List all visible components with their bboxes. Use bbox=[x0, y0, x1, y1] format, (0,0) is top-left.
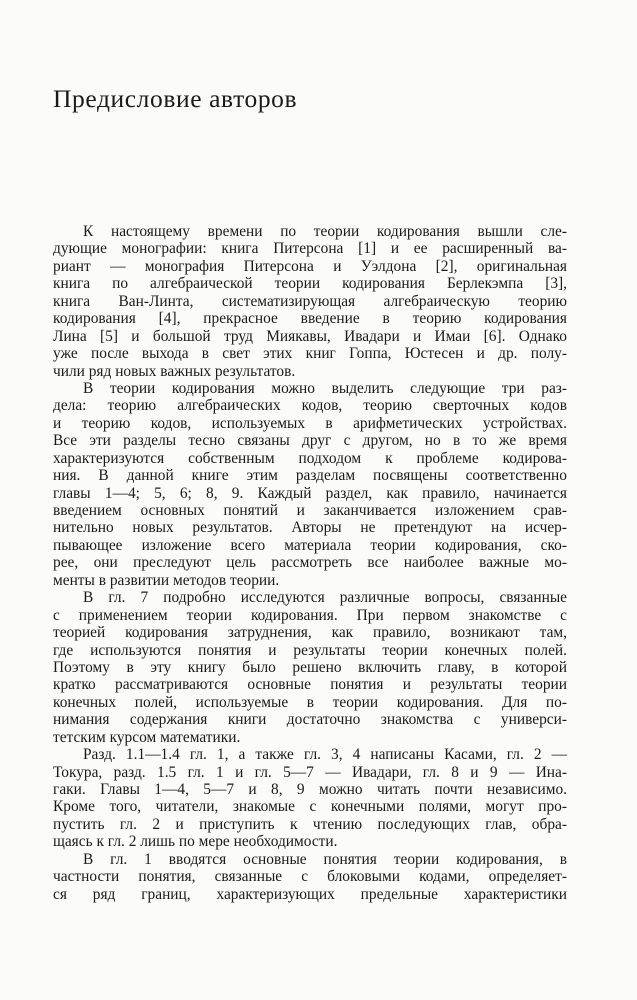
text-line: введением основных понятий и заканчивается изложением срав- bbox=[53, 502, 567, 519]
text-line: В теории кодирования можно выделить следующие три раз- bbox=[83, 379, 567, 397]
text-line: гаки. Главы 1—4, 5—7 и 8, 9 можно читать почти независимо. bbox=[53, 781, 567, 798]
text-line: Поэтому в эту книгу было решено включить главу, в которой bbox=[53, 658, 567, 676]
text-line: кратко рассматриваются основные понятия и результаты теории bbox=[53, 676, 567, 694]
text-line: ся ряд границ, характеризующих предельные характеристики bbox=[53, 885, 567, 903]
paragraph bbox=[53, 746, 567, 851]
text-line: где используются понятия и результаты теории конечных полей. bbox=[53, 641, 567, 659]
text-line: Кроме того, читатели, знакомые с конечными полями, могут про- bbox=[53, 798, 567, 816]
text-line: тетским курсом математики. bbox=[53, 728, 241, 746]
text-line: менты в развитии методов теории. bbox=[53, 571, 280, 589]
text-line: частности понятия, связанные с блоковыми кодами, определяет- bbox=[53, 868, 567, 886]
text-line: В гл. 7 подробно исследуются различные вопросы, связанные bbox=[83, 589, 567, 607]
text-line: пывающее изложение всего материала теории кодирования, ско- bbox=[53, 536, 567, 554]
paragraph bbox=[53, 851, 567, 903]
text-line: конечных полей, используемые в теории кодирования. Для по- bbox=[53, 693, 567, 711]
text-line: Лина [5] и большой труд Миякавы, Ивадари и Имаи [6]. Однако bbox=[53, 327, 567, 345]
text-line: дующие монографии: книга Питерсона [1] и ее расширенный ва- bbox=[53, 240, 567, 258]
text-line: чили ряд новых важных результатов. bbox=[53, 362, 296, 380]
text-line: нимания содержания книги достаточно знакомства с универси- bbox=[53, 711, 567, 729]
text-line: и теорию кодов, используемых в арифметических устройствах. bbox=[53, 414, 567, 432]
text-line: щаясь к гл. 2 лишь по мере необходимости. bbox=[53, 833, 338, 851]
text-line: Разд. 1.1—1.4 гл. 1, а также гл. 3, 4 написаны Касами, гл. 2 — bbox=[83, 746, 567, 764]
text-line: В гл. 1 вводятся основные понятия теории кодирования, в bbox=[83, 850, 567, 868]
paragraph bbox=[53, 223, 567, 380]
text-line: теорией кодирования затруднения, как правило, возникают там, bbox=[53, 624, 567, 642]
text-line: с применением теории кодирования. При первом знакомстве с bbox=[53, 606, 567, 624]
paragraph bbox=[53, 589, 567, 746]
text-line: Все эти разделы тесно связаны друг с другом, но в то же время bbox=[53, 432, 567, 450]
text-line: К настоящему времени по теории кодирования вышли сле- bbox=[83, 223, 567, 240]
text-line: ния. В данной книге этим разделам посвящены соответственно bbox=[53, 467, 567, 485]
page-title: Предисловие авторов bbox=[53, 84, 298, 113]
text-line: нительно новых результатов. Авторы не претендуют на исчер- bbox=[53, 519, 567, 537]
text-line: кодирования [4], прекрасное введение в теорию кодирования bbox=[53, 310, 567, 328]
text-line: риант — монография Питерсона и Уэлдона [2], оригинальная bbox=[53, 257, 567, 275]
text-line: рее, они преследуют цель рассмотреть все наиболее важные мо- bbox=[53, 554, 567, 572]
text-line: характеризуются собственным подходом к проблеме кодирова- bbox=[53, 449, 567, 467]
text-line: пустить гл. 2 и приступить к чтению последующих глав, обра- bbox=[53, 815, 567, 833]
text-line: уже после выхода в свет этих книг Гоппа, Юстесен и др. полу- bbox=[53, 345, 567, 363]
text-line: книга Ван-Линта, систематизирующая алгебраическую теорию bbox=[53, 292, 567, 310]
paragraph bbox=[53, 380, 567, 589]
text-line: книга по алгебраической теории кодирования Берлекэмпа [3], bbox=[53, 275, 567, 293]
text-line: главы 1—4; 5, 6; 8, 9. Каждый раздел, как правило, начинается bbox=[53, 484, 567, 502]
body-text bbox=[53, 223, 567, 903]
text-line: дела: теорию алгебраических кодов, теорию сверточных кодов bbox=[53, 397, 567, 415]
text-line: Токура, разд. 1.5 гл. 1 и гл. 5—7 — Ивадари, гл. 8 и 9 — Ина- bbox=[53, 763, 567, 781]
